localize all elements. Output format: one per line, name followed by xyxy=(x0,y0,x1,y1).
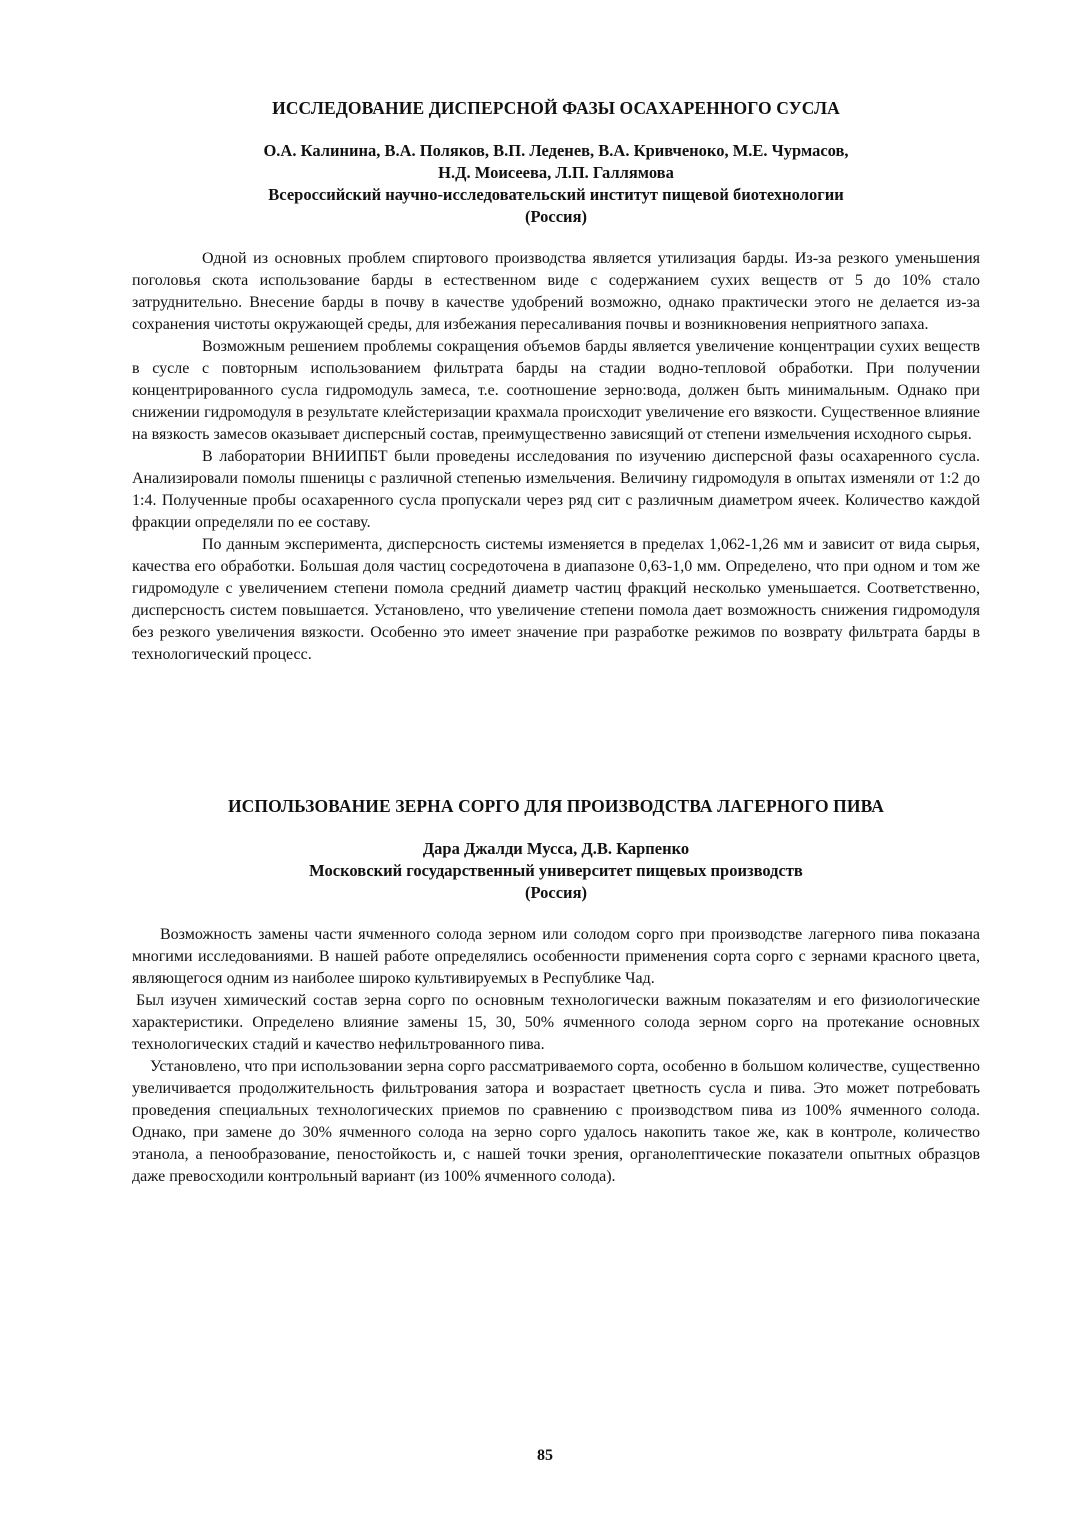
authors-line: Дара Джалди Мусса, Д.В. Карпенко xyxy=(422,839,690,858)
article-body xyxy=(132,248,980,666)
authors-block xyxy=(132,140,980,228)
article-title: ИСПОЛЬЗОВАНИЕ ЗЕРНА СОРГО ДЛЯ ПРОИЗВОДСТВА ЛАГЕРНОГО ПИВА xyxy=(227,796,885,816)
authors-line: Н.Д. Моисеева, Л.П. Галлямова xyxy=(438,163,674,182)
body-paragraph: Был изучен химический состав зерна сорго по основным технологически важным показателям и его физиологические характеристики. Определено влияние замены 15, 30, 50% ячменного солода зерном сорго на протекание основных технологических стадий и качество нефильтрованного пива. xyxy=(132,992,980,1053)
body-paragraph: По данным эксперимента, дисперсность системы изменяется в пределах 1,062-1,26 мм и зависит от вида сырья, качества его обработки. Большая доля частиц сосредоточена в диапазоне 0,63-1,0 мм. Определено, что при одном и том же гидромодуле с увеличением степени помола средний диаметр частиц фракций несколько уменьшается. Соответственно, дисперсность систем повышается. Установлено, что увеличение степени помола дает возможность снижения гидромодуля без резкого увеличения вязкости. Особенно это имеет значение при разработке режимов по возврату фильтрата барды в технологический процесс. xyxy=(132,536,980,663)
article-dispersed-phase xyxy=(132,96,980,666)
article-title: ИССЛЕДОВАНИЕ ДИСПЕРСНОЙ ФАЗЫ ОСАХАРЕННОГО СУСЛА xyxy=(272,98,840,118)
page-number: 85 xyxy=(537,1447,553,1464)
authors-line: О.А. Калинина, В.А. Поляков, В.П. Леденев, В.А. Кривченоко, М.Е. Чурмасов, xyxy=(263,141,849,160)
affiliation: Всероссийский научно-исследовательский институт пищевой биотехнологии xyxy=(268,185,844,204)
body-paragraph: В лаборатории ВНИИПБТ были проведены исследования по изучению дисперсной фазы осахаренного сусла. Анализировали помолы пшеницы с различной степенью измельчения. Величину гидромодуля в опытах изменяли от 1:2 до 1:4. Полученные пробы осахаренного сусла пропускали через ряд сит с различным диаметром ячеек. Количество каждой фракции определяли по ее составу. xyxy=(132,448,980,531)
authors-block xyxy=(132,838,980,904)
body-paragraph: Установлено, что при использовании зерна сорго рассматриваемого сорта, особенно в большом количестве, существенно увеличивается продолжительность фильтрования затора и возрастает цветность сусла и пива. Это может потребовать проведения специальных технологических приемов по сравнению с производством пива из 100% ячменного солода. Однако, при замене до 30% ячменного солода на зерно сорго удалось накопить такое же, как в контроле, количество этанола, а пенообразование, пеностойкость и, с нашей точки зрения, органолептические показатели опытных образцов даже превосходили контрольный вариант (из 100% ячменного солода). xyxy=(132,1058,980,1185)
article-sorghum-beer xyxy=(132,794,980,1188)
country: (Россия) xyxy=(525,883,587,902)
body-paragraph: Возможность замены части ячменного солода зерном или солодом сорго при производстве лагерного пива показана многими исследованиями. В нашей работе определялись особенности применения сорта сорго с зернами красного цвета, являющегося одним из наиболее широко культивируемых в Республике Чад. xyxy=(132,926,980,987)
affiliation: Московский государственный университет пищевых производств xyxy=(309,861,803,880)
body-paragraph: Одной из основных проблем спиртового производства является утилизация барды. Из-за резкого уменьшения поголовья скота использование барды в естественном виде с содержанием сухих веществ от 5 до 10% стало затруднительно. Внесение барды в почву в качестве удобрений возможно, однако практически этого не делается из-за сохранения чистоты окружающей среды, для избежания пересаливания почвы и возникновения неприятного запаха. xyxy=(132,250,980,333)
country: (Россия) xyxy=(525,207,587,226)
article-body xyxy=(132,924,980,1188)
body-paragraph: Возможным решением проблемы сокращения объемов барды является увеличение концентрации сухих веществ в сусле с повторным использованием фильтрата барды на стадии водно-тепловой обработки. При получении концентрированного сусла гидромодуль замеса, т.е. соотношение зерно:вода, должен быть минимальным. Однако при снижении гидромодуля в результате клейстеризации крахмала происходит увеличение его вязкости. Существенное влияние на вязкость замесов оказывает дисперсный состав, преимущественно зависящий от степени измельчения исходного сырья. xyxy=(132,338,980,443)
